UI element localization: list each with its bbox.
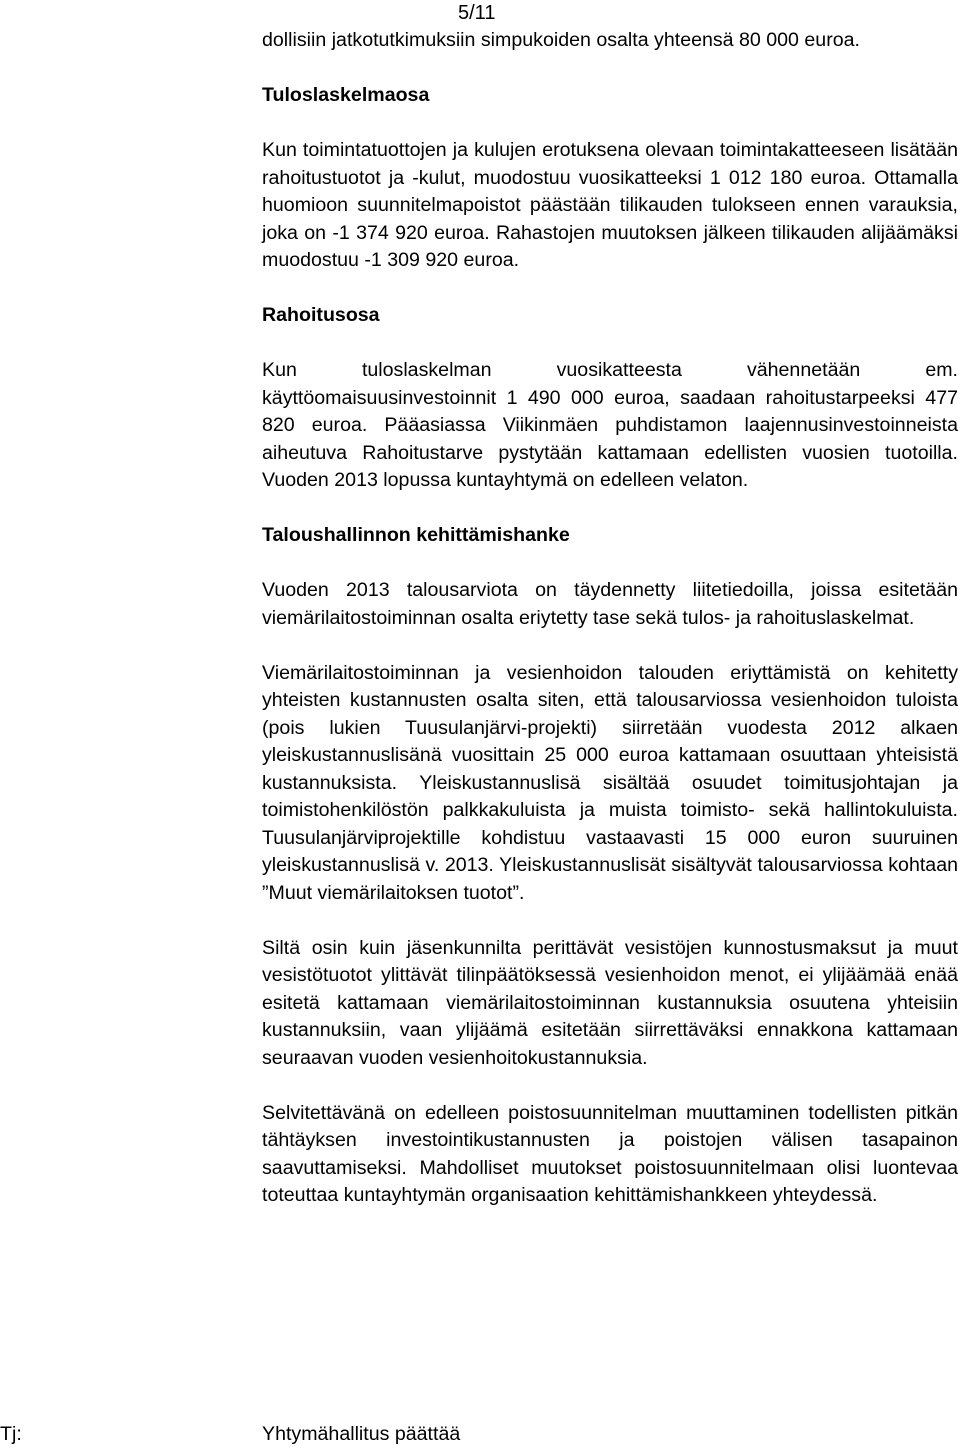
paragraph-tuloslaskelmaosa: Kun toimintatuottojen ja kulujen erotuksena olevaan toimintakatteeseen lisätään rahoitustuotot ja -kulut, muodostuu vuosikatteeksi 1 012 180 euroa. Ottamalla huomioon suunnitelmapoistot päästään tilikauden tulokseen ennen varauksia, joka on -1 374 920 euroa. Rahastojen muutoksen jälkeen tilikauden alijäämäksi muodostuu -1 309 920 euroa. <box>262 139 958 271</box>
paragraph-taloushallinto-4: Selvitettävänä on edelleen poistosuunnitelman muuttaminen todellisten pitkän tähtäyksen investointikustannusten ja poistojen välisen tasapainon saavuttamiseksi. Mahdolliset muutokset poistosuunnitelmaan olisi luontevaa toteuttaa kuntayhtymän organisaation kehittämishankkeen yhteydessä. <box>262 1101 958 1206</box>
section-heading-tuloslaskelmaosa: Tuloslaskelmaosa <box>262 84 430 106</box>
footer-text: Yhtymähallitus päättää <box>262 1423 461 1445</box>
paragraph-taloushallinto-3: Siltä osin kuin jäsenkunnilta perittävät vesistöjen kunnostusmaksut ja muut vesistötuotot ylittävät tilinpäätöksessä vesienhoidon menot, ei ylijäämää enää esitetä kattamaan viemärilaitostoiminnan kustannuksia osuutena yhteisiin kustannuksiin, vaan ylijäämä esitetään siirrettäväksi ennakkona kattamaan seuraavan vuoden vesienhoitokustannuksia. <box>262 936 958 1069</box>
page-number: 5/11 <box>458 2 496 24</box>
intro-paragraph: dollisiin jatkotutkimuksiin simpukoiden osalta yhteensä 80 000 euroa. <box>262 29 860 51</box>
section-heading-rahoitusosa: Rahoitusosa <box>262 304 380 326</box>
document-body <box>262 27 958 1210</box>
footer-label: Tj: <box>0 1423 22 1445</box>
paragraph-taloushallinto-1: Vuoden 2013 talousarviota on täydennetty liitetiedoilla, joissa esitetään viemärilaitostoiminnan osalta eriytetty tase sekä tulos- ja rahoituslaskelmat. <box>262 579 958 629</box>
paragraph-rahoitusosa: Kun tuloslaskelman vuosikatteesta vähennetään em. käyttöomaisuusinvestoinnit 1 490 000 euroa, saadaan rahoitustarpeeksi 477 820 euroa. Pääasiassa Viikinmäen puhdistamon laajennusinvestoinneista aiheutuva Rahoitustarve pystytään kattamaan edellisten vuosien tuotoilla. Vuoden 2013 lopussa kuntayhtymä on edelleen velaton. <box>262 359 958 491</box>
section-heading-taloushallinto: Taloushallinnon kehittämishanke <box>262 524 570 546</box>
paragraph-taloushallinto-2: Viemärilaitostoiminnan ja vesienhoidon talouden eriyttämistä on kehitetty yhteisten kustannusten osalta siten, että talousarviossa vesienhoidon tuloista (pois lukien Tuusulanjärvi-projekti) siirretään vuodesta 2012 alkaen yleiskustannuslisänä vuosittain 25 000 euroa kattamaan osuuttaan yhteisistä kustannuksista. Yleiskustannuslisä sisältää osuudet toimitusjohtajan ja toimistohenkilöstön palkkakuluista ja muista toimisto- sekä hallintokuluista. Tuusulanjärviprojektille kohdistuu vastaavasti 15 000 euron suuruinen yleiskustannuslisä v. 2013. Yleiskustannuslisät sisältyvät talousarviossa kohtaan ”Muut viemärilaitoksen tuotot”. <box>262 661 958 904</box>
